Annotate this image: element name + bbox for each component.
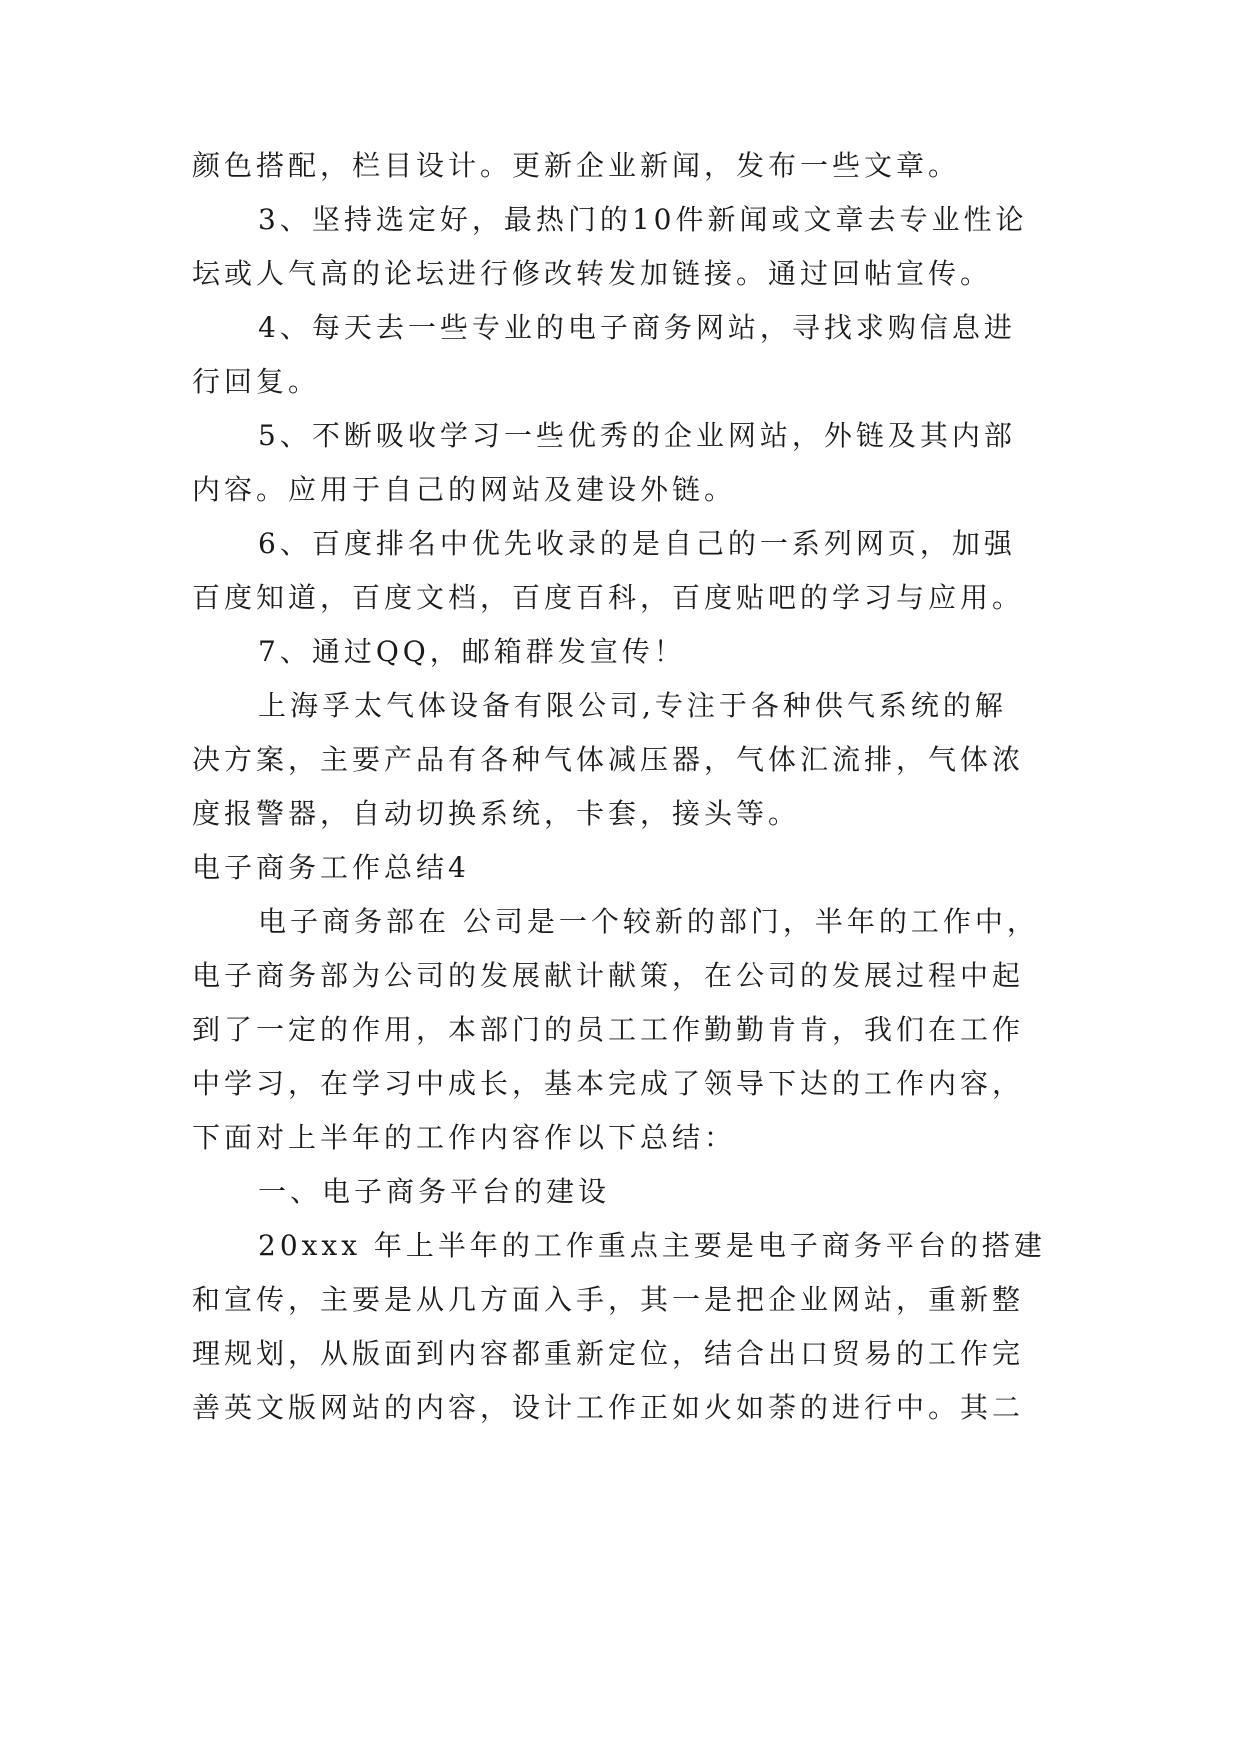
text-line: 善英文版网站的内容，设计工作正如火如荼的进行中。其二 — [192, 1391, 1025, 1424]
text-line: 颜色搭配，栏目设计。更新企业新闻，发布一些文章。 — [192, 149, 961, 182]
company-paragraph: 上海孚太气体设备有限公司,专注于各种供气系统的解 — [258, 689, 1007, 722]
list-item-4: 4、每天去一些专业的电子商务网站，寻找求购信息进 — [258, 311, 1016, 344]
summary-paragraph: 电子商务部在 公司是一个较新的部门，半年的工作中， — [258, 905, 1039, 938]
text-line: 决方案，主要产品有各种气体减压器，气体汇流排，气体浓 — [192, 743, 1025, 776]
text-line: 度报警器，自动切换系统，卡套，接头等。 — [192, 797, 801, 830]
section-heading: 电子商务工作总结4 — [192, 851, 470, 884]
list-item-3: 3、坚持选定好，最热门的10件新闻或文章去专业性论 — [258, 203, 1028, 236]
text-line: 和宣传，主要是从几方面入手，其一是把企业网站，重新整 — [192, 1283, 1025, 1316]
text-line: 到了一定的作用，本部门的员工工作勤勤肯肯，我们在工作 — [192, 1013, 1025, 1046]
text-line: 中学习，在学习中成长，基本完成了领导下达的工作内容， — [192, 1067, 1025, 1100]
text-line: 电子商务部为公司的发展献计献策，在公司的发展过程中起 — [192, 959, 1025, 992]
list-item-6: 6、百度排名中优先收录的是自己的一系列网页，加强 — [258, 527, 1016, 560]
text-line: 百度知道，百度文档，百度百科，百度贴吧的学习与应用。 — [192, 581, 1025, 614]
list-item-5: 5、不断吸收学习一些优秀的企业网站，外链及其内部 — [258, 419, 1016, 452]
list-item-7: 7、通过QQ，邮箱群发宣传！ — [258, 635, 686, 668]
platform-paragraph: 20xxx 年上半年的工作重点主要是电子商务平台的搭建 — [258, 1229, 1046, 1262]
text-line: 行回复。 — [192, 365, 321, 398]
text-line: 坛或人气高的论坛进行修改转发加链接。通过回帖宣传。 — [192, 257, 993, 290]
text-line: 理规划，从版面到内容都重新定位，结合出口贸易的工作完 — [192, 1337, 1025, 1370]
subsection-heading: 一、电子商务平台的建设 — [258, 1175, 611, 1208]
text-line: 内容。应用于自己的网站及建设外链。 — [192, 473, 737, 506]
text-line: 下面对上半年的工作内容作以下总结： — [192, 1121, 737, 1154]
